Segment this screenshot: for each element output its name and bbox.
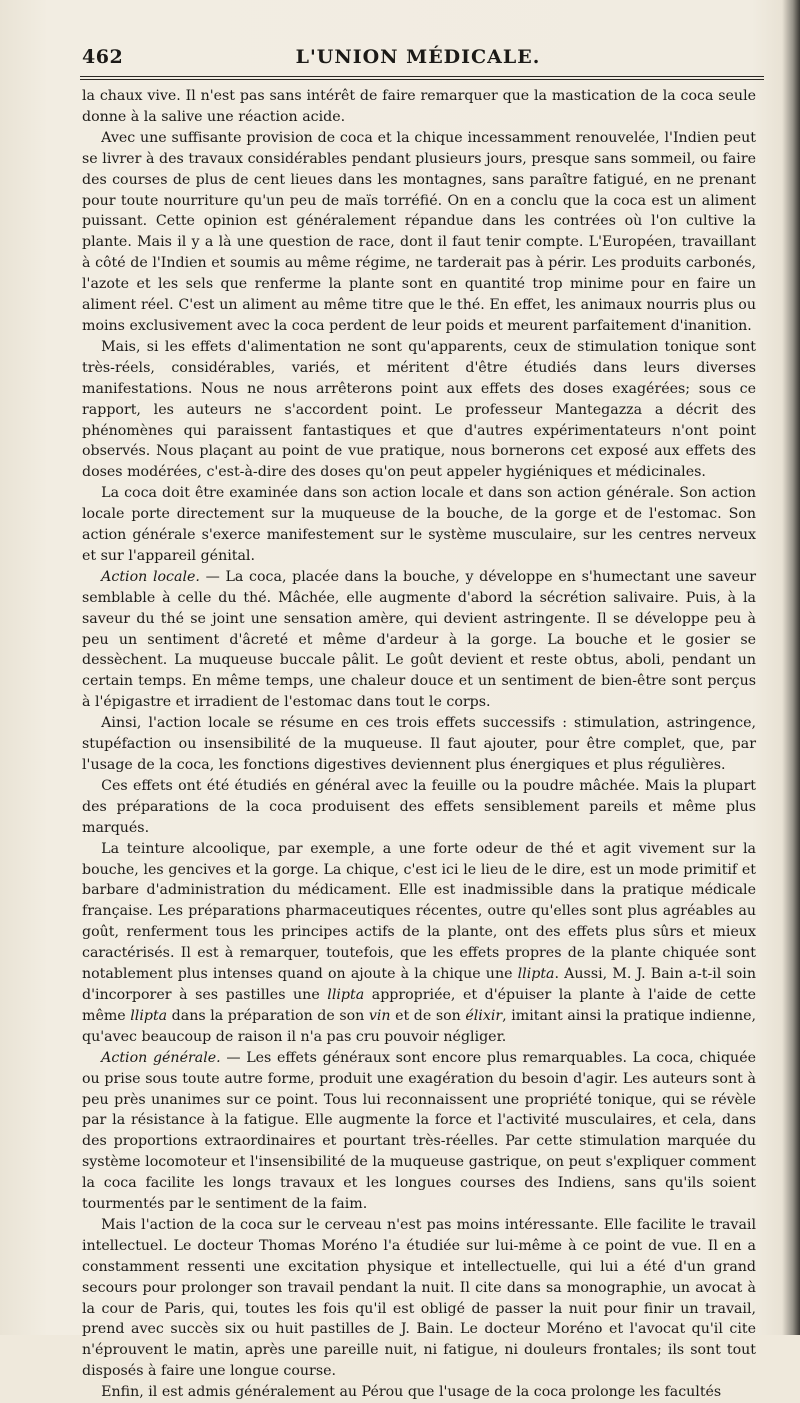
italic-text: llipta [130,1007,168,1024]
paragraph [82,1048,756,1215]
header-rule [80,76,764,80]
paragraph-text: Mais, si les effets d'alimentation ne sont qu'apparents, ceux de stimulation tonique sont très-réels, considérables, variés, et méritent d'être étudiés dans leurs diverses manifestations. Nous ne nous arrêterons point aux effets des doses exagérées; sous ce rapport, les auteurs ne s'accordent point. Le professeur Mantegazza a décrit des phénomènes qui paraissent fantastiques et que d'autres expérimentateurs n'ont point observés. Nous plaçant au point de vue pratique, nous bornerons cet exposé aux effets des doses modérées, c'est-à-dire des doses qu'on peut appeler hygiéniques et médicinales. [82,338,756,481]
paragraph [82,1215,756,1382]
italic-text: élixir [465,1007,503,1024]
paragraph-text: Enfin, il est admis généralement au Pérou que l'usage de la coca prolonge les facultés [101,1384,722,1401]
italic-text: llipta [517,966,555,983]
paragraph-text: Mais l'action de la coca sur le cerveau n'est pas moins intéressante. Elle facilite le travail intellectuel. Le docteur Thomas Moréno l'a étudiée sur lui-même à ce point de vue. Il en a constamment ressenti une excitation physique et intellectuelle, qui lui a été d'un grand secours pour prolonger son travail pendant la nuit. Il cite dans sa monographie, un avocat à la cour de Paris, qui, toutes les fois qu'il est obligé de passer la nuit pour finir un travail, prend avec succès six ou huit pastilles de J. Bain. Le docteur Moréno et l'avocat qu'il cite n'éprouvent le matin, après une pareille nuit, ni fatigue, ni douleurs frontales; ils sont tout disposés à faire une longue course. [82,1216,756,1380]
paragraph [82,86,756,128]
article-body [82,86,756,1403]
paragraph-text: , imitant ainsi la pratique indienne, qu'avec beaucoup de raison il n'a pas cru pouvoir négliger. [82,1007,756,1045]
paragraph-text: . Aussi, M. J. Bain a-t-il soin d'incorporer à ses pastilles une [82,966,756,1003]
italic-text: vin [368,1007,391,1024]
paragraph [82,483,756,567]
paragraph [82,337,756,483]
paragraph [82,567,756,713]
page-number: 462 [82,46,124,68]
page-edge-shadow [782,0,800,1335]
paragraph [82,839,756,1048]
paragraph-text: la chaux vive. Il n'est pas sans intérêt de faire remarquer que la mastication de la coca seule donne à la salive une réaction acide. [82,88,756,125]
paragraph-text: La teinture alcoolique, par exemple, a une forte odeur de thé et agit vivement sur la bouche, les gencives et la gorge. La chique, c'est ici le lieu de le dire, est un mode primitif et barbare d'administration du médicament. Elle est inadmissible dans la pratique médicale française. Les préparations pharmaceutiques récentes, outre qu'elles sont plus agréables au goût, renferment tous les principes actifs de la plante, ont des effets plus sûrs et mieux caractérisés. Il est à remarquer, toutefois, que les effets propres de la plante chiquée sont notablement plus intenses quand on ajoute à la chique une [82,840,756,983]
italic-text: Action locale. [101,568,200,585]
paragraph-text: Avec une suffisante provision de coca et la chique incessamment renouvelée, l'Indien peut se livrer à des travaux considérables pendant plusieurs jours, presque sans sommeil, ou faire des courses de plus de cent lieues dans les montagnes, sans paraître fatigué, en ne prenant pour toute nourriture qu'un peu de maïs torréfié. On en a conclu que la coca est un aliment puissant. Cette opinion est généralement répandue dans les contrées où l'on cultive la plante. Mais il y a là une question de race, dont il faut tenir compte. L'Européen, travaillant à côté de l'Indien et soumis au même régime, ne tarderait pas à périr. Les produits carbonés, l'azote et les sels que renferme la plante sont en quantité trop minime pour en faire un aliment réel. C'est un aliment au même titre que le thé. En effet, les animaux nourris plus ou moins exclusivement avec la coca perdent de leur poids et meurent parfaitement d'inanition. [82,129,756,334]
paragraph [82,776,756,839]
paragraph-text: dans la préparation de son [167,1007,369,1024]
paragraph-text: Ainsi, l'action locale se résume en ces trois effets successifs : stimulation, astringence, stupéfaction ou insensibilité de la muqueuse. Il faut ajouter, pour être complet, que, par l'usage de la coca, les fonctions digestives deviennent plus énergiques et plus régulières. [82,715,756,773]
paragraph-text: La coca doit être examinée dans son action locale et dans son action générale. Son action locale porte directement sur la muqueuse de la bouche, de la gorge et de l'estomac. Son action générale s'exerce manifestement sur le système musculaire, sur les centres nerveux et sur l'appareil génital. [82,485,756,564]
paragraph-text: — Les effets généraux sont encore plus remarquables. La coca, chiquée ou prise sous toute autre forme, produit une exagération du besoin d'agir. Les auteurs sont à peu près unanimes sur ce point. Tous lui reconnaissent une propriété tonique, qui se révèle par la résistance à la fatigue. Elle augmente la force et l'activité musculaires, et cela, dans des proportions extraordinaires et pourtant très-réelles. Par cette stimulation marquée du système locomoteur et l'insensibilité de la muqueuse gastrique, on peut s'expliquer comment la coca facilite les longs travaux et les longues courses des Indiens, sans qu'ils soient tourmentés par le sentiment de la faim. [82,1049,756,1213]
italic-text: llipta [327,986,365,1003]
running-title: L'UNION MÉDICALE. [295,46,541,68]
paragraph [82,1382,756,1403]
paragraph [82,128,756,337]
paragraph-text: Ces effets ont été étudiés en général avec la feuille ou la poudre mâchée. Mais la plupart des préparations de la coca produisent des effets sensiblement pareils et même plus marqués. [82,777,756,836]
italic-text: Action générale. [101,1049,221,1066]
paragraph [82,713,756,776]
paragraph-text: — La coca, placée dans la bouche, y développe en s'humectant une saveur semblable à celle du thé. Mâchée, elle augmente d'abord la sécrétion salivaire. Puis, à la saveur du thé se joint une sensation amère, qui devient astringente. Il se développe peu à peu un sentiment d'âcreté et même d'ardeur à la gorge. La bouche et le gosier se dessèchent. La muqueuse buccale pâlit. Le goût devient et reste obtus, aboli, pendant un certain temps. En même temps, une chaleur douce et un sentiment de bien-être sont perçus à l'épigastre et irradient de l'estomac dans tout le corps. [82,568,756,711]
paragraph-text: appropriée, et d'épuiser la plante à l'aide de cette même [82,986,756,1024]
page-header [82,46,754,76]
paragraph-text: et de son [390,1007,466,1024]
